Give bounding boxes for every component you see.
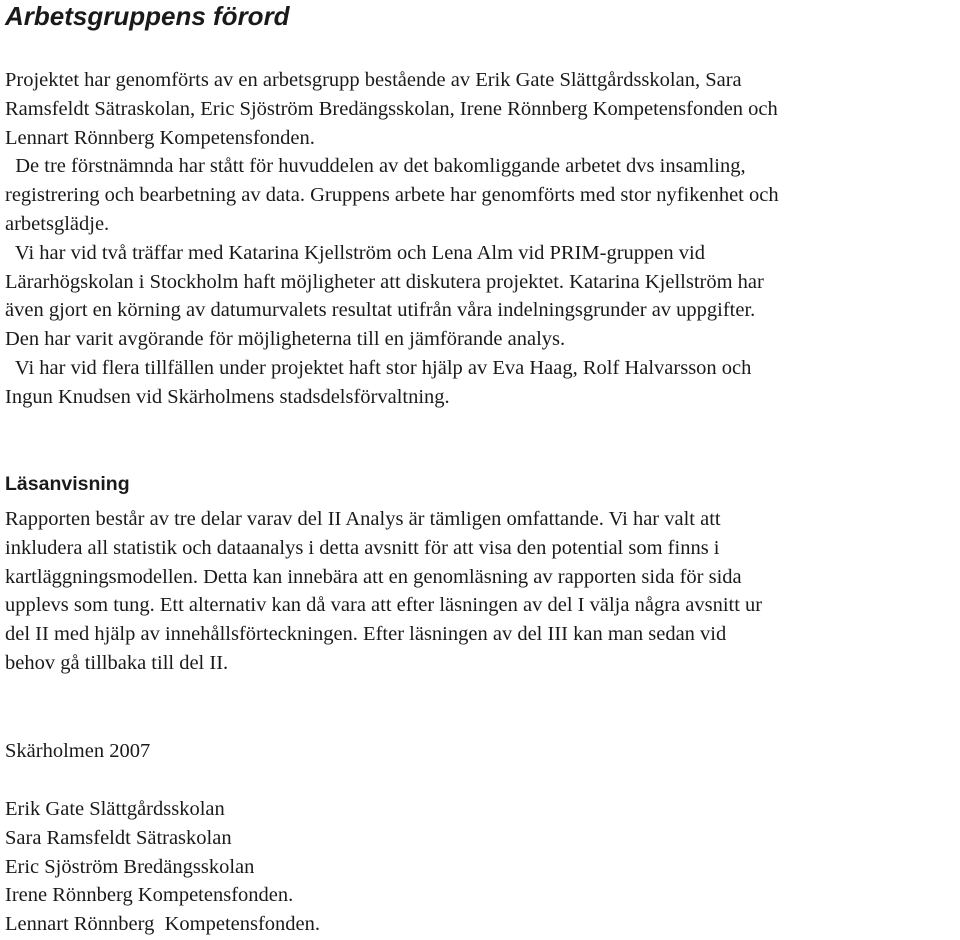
foreword-body <box>5 66 779 412</box>
reading-guide-line: Rapporten består av tre delar varav del II Analys är tämligen omfattande. Vi har valt att <box>5 508 721 530</box>
reading-guide-line: inkludera all statistik och dataanalys i detta avsnitt för att visa den potential som finns i <box>5 536 720 559</box>
foreword-line: Vi har vid flera tillfällen under projektet haft stor hjälp av Eva Haag, Rolf Halvarsson och <box>5 356 752 379</box>
foreword-line: Den har varit avgörande för möjligheterna till en jämförande analys. <box>5 328 566 351</box>
reading-guide-line: upplevs som tung. Ett alternativ kan då vara att efter läsningen av del I välja några avsnitt ur <box>5 594 763 617</box>
reading-guide-body <box>5 505 762 678</box>
foreword-line: registrering och bearbetning av data. Gruppens arbete har genomförts med stor nyfikenhet och <box>5 184 779 207</box>
foreword-line: De tre förstnämnda har stått för huvuddelen av det bakomliggande arbetet dvs insamling, <box>5 155 746 178</box>
foreword-line: Vi har vid två träffar med Katarina Kjellström och Lena Alm vid PRIM-gruppen vid <box>5 241 705 264</box>
page-title: Arbetsgruppens förord <box>5 1 290 31</box>
foreword-line: Lärarhögskolan i Stockholm haft möjligheter att diskutera projektet. Katarina Kjellström har <box>5 270 764 293</box>
place-date: Skärholmen 2007 <box>5 740 151 762</box>
signatory-name: Eric Sjöström Bredängsskolan <box>5 855 255 878</box>
signatory-name: Irene Rönnberg Kompetensfonden. <box>5 884 294 907</box>
signatory-name: Sara Ramsfeldt Sätraskolan <box>5 826 232 849</box>
foreword-line: Ingun Knudsen vid Skärholmens stadsdelsförvaltning. <box>5 385 450 408</box>
reading-guide-line: kartläggningsmodellen. Detta kan innebära att en genomläsning av rapporten sida för sida <box>5 565 742 588</box>
foreword-line: Ramsfeldt Sätraskolan, Eric Sjöström Bredängsskolan, Irene Rönnberg Kompetensfonden och <box>5 97 778 120</box>
signatory-name: Erik Gate Slättgårdsskolan <box>5 798 225 820</box>
foreword-line: Projektet har genomförts av en arbetsgrupp bestående av Erik Gate Slättgårdsskolan, Sara <box>5 69 742 91</box>
foreword-line: arbetsglädje. <box>5 212 110 235</box>
foreword-line: Lennart Rönnberg Kompetensfonden. <box>5 126 315 149</box>
signature-place-date <box>5 737 150 766</box>
signatory-name: Lennart Rönnberg Kompetensfonden. <box>5 913 321 936</box>
reading-guide-line: behov gå tillbaka till del II. <box>5 651 229 674</box>
reading-guide-line: del II med hjälp av innehållsförteckningen. Efter läsningen av del III kan man sedan vid <box>5 623 727 646</box>
signature-names <box>5 795 320 939</box>
section-heading: Läsanvisning <box>5 473 130 495</box>
foreword-line: även gjort en körning av datumurvalets resultat utifrån våra indelningsgrunder av uppgifter. <box>5 299 756 322</box>
